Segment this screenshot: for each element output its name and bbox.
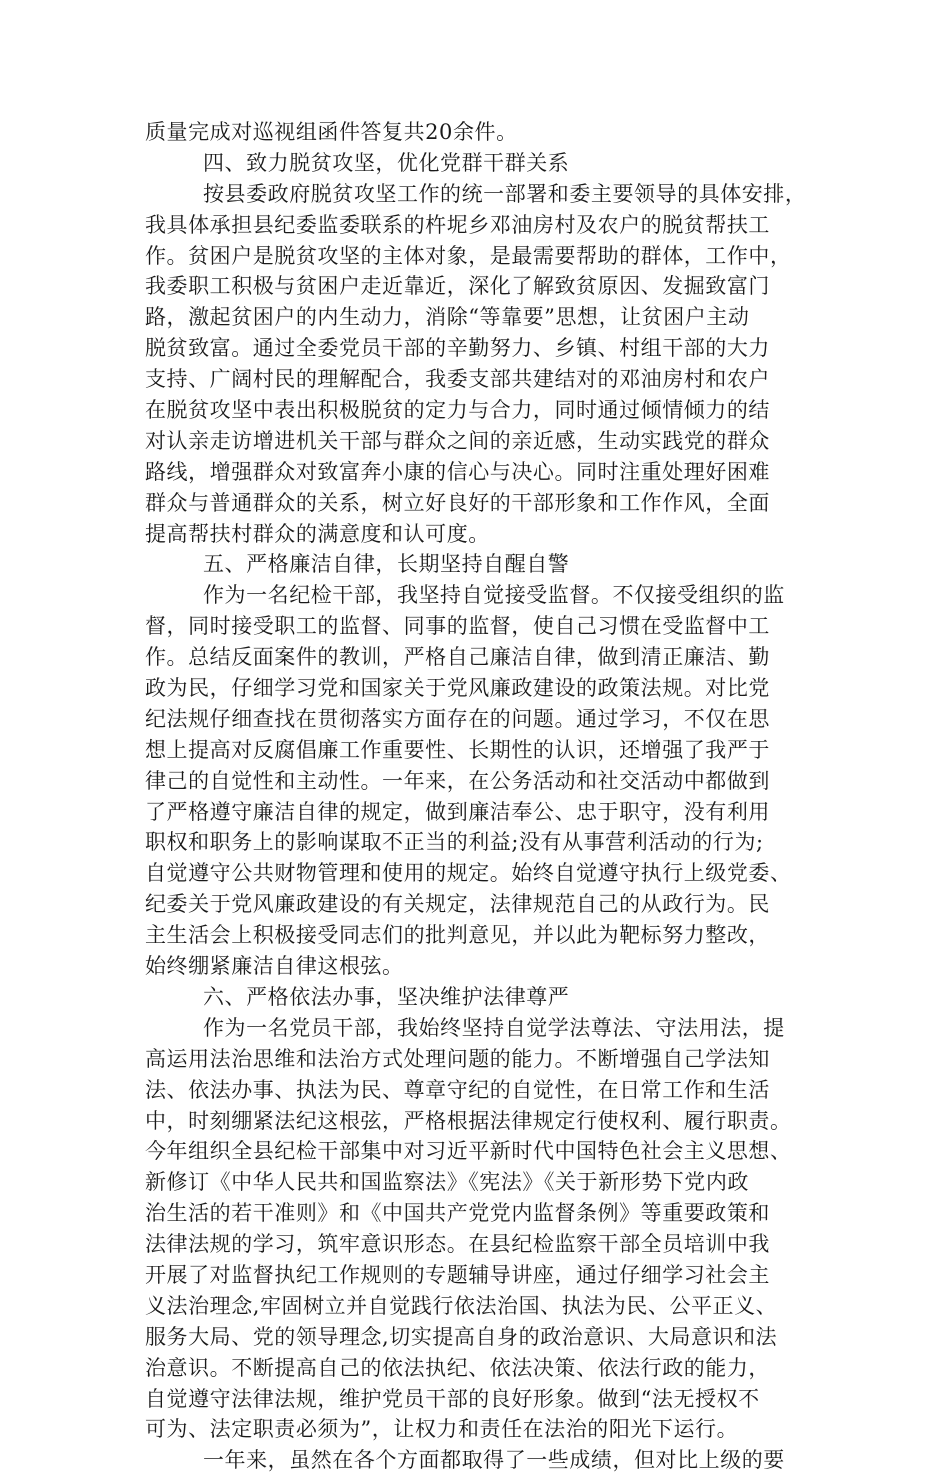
text-line: 自觉遵守公共财物管理和使用的规定。始终自觉遵守执行上级党委、 [145,861,792,886]
text-line: 法、依法办事、执法为民、尊章守纪的自觉性，在日常工作和生活 [145,1077,770,1102]
text-line: 想上提高对反腐倡廉工作重要性、长期性的认识，还增强了我严于 [145,737,770,762]
text-line: 治意识。不断提高自己的依法执纪、依法决策、依法行政的能力， [145,1355,770,1380]
paragraph-first-line: 四、致力脱贫攻坚，优化党群干群关系 [203,150,570,175]
text-line: 服务大局、党的领导理念,切实提高自身的政治意识、大局意识和法 [145,1324,778,1349]
text-line: 治生活的若干准则》和《中国共产党党内监督条例》等重要政策和 [145,1201,770,1226]
text-line: 在脱贫攻坚中表出积极脱贫的定力与合力，同时通过倾情倾力的结 [145,398,770,423]
text-line: 职权和职务上的影响谋取不正当的利益;没有从事营利活动的行为; [145,830,764,855]
paragraph-first-line: 五、严格廉洁自律，长期坚持自醒自警 [203,552,570,577]
text-line: 支持、广阔村民的理解配合，我委支部共建结对的邓油房村和农户 [145,367,770,392]
paragraph-first-line: 作为一名党员干部，我始终坚持自觉学法尊法、守法用法，提 [203,1015,785,1040]
text-line: 新修订《中华人民共和国监察法》《宪法》《关于新形势下党内政 [145,1170,749,1195]
text-line: 我具体承担县纪委监委联系的杵坭乡邓油房村及农户的脱贫帮扶工 [145,212,770,237]
text-line: 作。贫困户是脱贫攻坚的主体对象，是最需要帮助的群体，工作中， [145,243,792,268]
text-line: 法律法规的学习，筑牢意识形态。在县纪检监察干部全员培训中我 [145,1232,770,1257]
paragraph-first-line: 作为一名纪检干部，我坚持自觉接受监督。不仅接受组织的监 [203,583,785,608]
text-line: 政为民，仔细学习党和国家关于党风廉政建设的政策法规。对比党 [145,676,770,701]
text-line: 主生活会上积极接受同志们的批判意见，并以此为靶标努力整改， [145,923,770,948]
text-line: 自觉遵守法律法规，维护党员干部的良好形象。做到“法无授权不 [145,1386,760,1411]
document-body [145,117,825,1476]
text-line: 高运用法治思维和法治方式处理问题的能力。不断增强自己学法知 [145,1046,770,1071]
text-line: 群众与普通群众的关系，树立好良好的干部形象和工作作风，全面 [145,490,770,515]
text-line: 督，同时接受职工的监督、同事的监督，使自己习惯在受监督中工 [145,614,770,639]
paragraph-first-line: 一年来，虽然在各个方面都取得了一些成绩，但对比上级的要 [203,1448,785,1473]
text-line: 作。总结反面案件的教训，严格自己廉洁自律，做到清正廉洁、勤 [145,645,770,670]
text-line: 提高帮扶村群众的满意度和认可度。 [145,521,490,546]
text-line: 了严格遵守廉洁自律的规定，做到廉洁奉公、忠于职守，没有利用 [145,799,770,824]
text-line: 义法治理念,牢固树立并自觉践行依法治国、执法为民、公平正义、 [145,1293,778,1318]
text-line: 质量完成对巡视组函件答复共20余件。 [145,120,518,144]
text-line: 律己的自觉性和主动性。一年来，在公务活动和社交活动中都做到 [145,768,770,793]
text-line: 中，时刻绷紧法纪这根弦，严格根据法律规定行使权利、履行职责。 [145,1108,792,1133]
text-line: 我委职工积极与贫困户走近靠近，深化了解致贫原因、发掘致富门 [145,274,770,299]
text-line: 脱贫致富。通过全委党员干部的辛勤努力、乡镇、村组干部的大力 [145,336,770,361]
text-line: 对认亲走访增进机关干部与群众之间的亲近感，生动实践党的群众 [145,428,770,453]
text-line: 始终绷紧廉洁自律这根弦。 [145,954,404,979]
text-line: 纪法规仔细查找在贯彻落实方面存在的问题。通过学习，不仅在思 [145,706,770,731]
text-line: 今年组织全县纪检干部集中对习近平新时代中国特色社会主义思想、 [145,1139,792,1164]
paragraph-first-line: 六、严格依法办事，坚决维护法律尊严 [203,984,570,1009]
paragraph-first-line: 按县委政府脱贫攻坚工作的统一部署和委主要领导的具体安排， [203,181,807,206]
text-line: 纪委关于党风廉政建设的有关规定，法律规范自己的从政行为。民 [145,892,770,917]
text-line: 路，激起贫困户的内生动力，消除“等靠要”思想，让贫困户主动 [145,305,750,330]
text-line: 开展了对监督执纪工作规则的专题辅导讲座，通过仔细学习社会主 [145,1262,770,1287]
text-line: 路线，增强群众对致富奔小康的信心与决心。同时注重处理好困难 [145,459,770,484]
text-line: 可为、法定职责必须为”，让权力和责任在法治的阳光下运行。 [145,1417,739,1442]
